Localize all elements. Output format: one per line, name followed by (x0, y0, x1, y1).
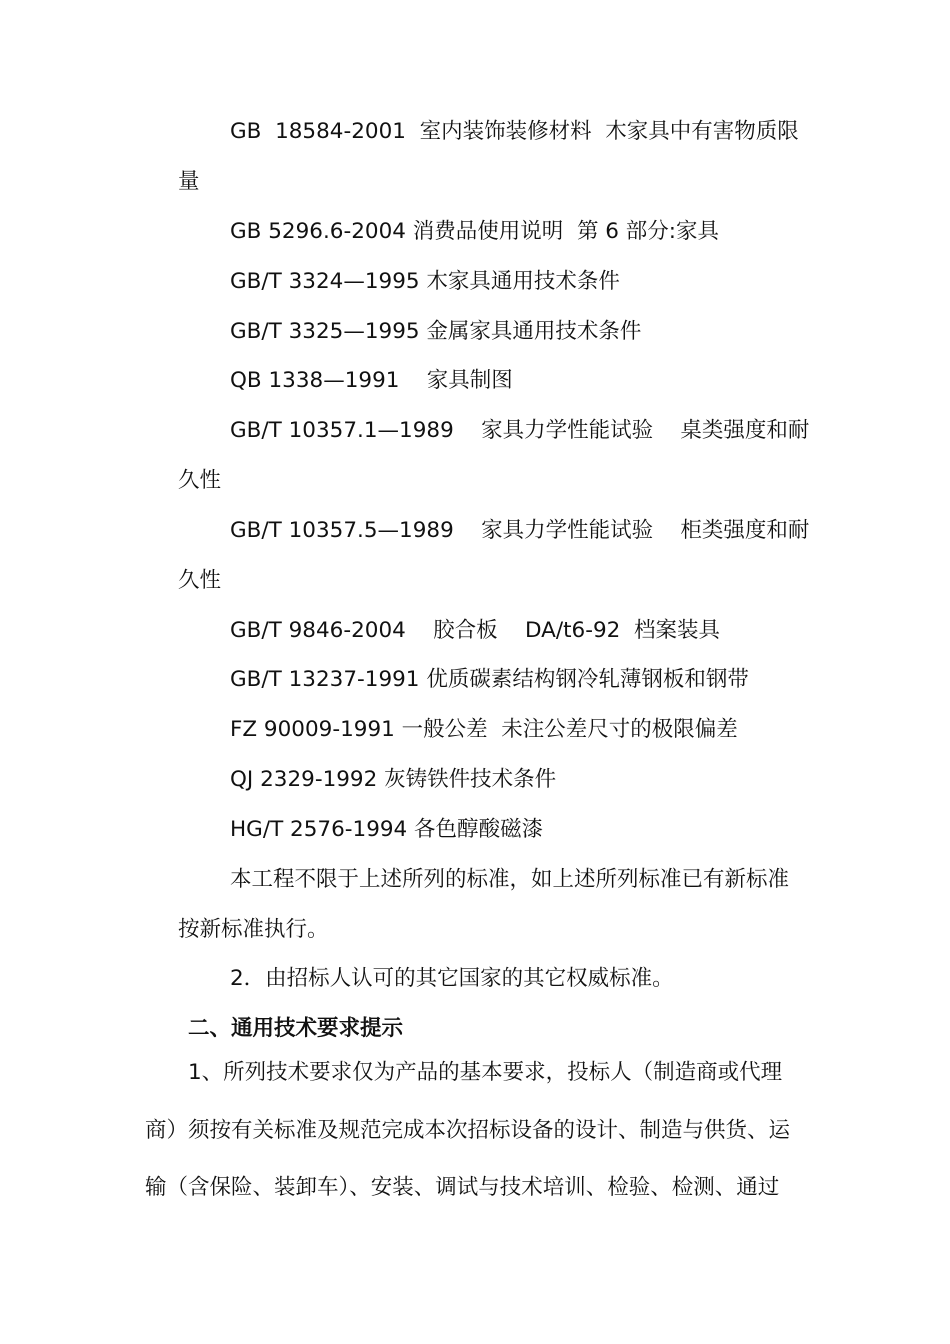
note-new-standard-line1: 本工程不限于上述所列的标准，如上述所列标准已有新标准 (230, 867, 790, 892)
note-other-standards: 2．由招标人认可的其它国家的其它权威标准。 (230, 966, 674, 991)
standard-qb1338: QB 1338—1991 家具制图 (230, 368, 513, 393)
standard-gb18584-line1: GB 18584-2001 室内装饰装修材料 木家具中有害物质限 (230, 119, 799, 144)
standard-qj2329: QJ 2329-1992 灰铸铁件技术条件 (230, 767, 557, 792)
standard-gb18584-line2: 量 (178, 169, 200, 194)
note-new-standard-line2: 按新标准执行。 (178, 917, 329, 942)
standard-gbt3324: GB/T 3324—1995 木家具通用技术条件 (230, 269, 620, 294)
section-paragraph-line3: 输（含保险、装卸车）、安装、调试与技术培训、检验、检测、通过 (145, 1175, 780, 1200)
standard-gbt10357-5-line1: GB/T 10357.5—1989 家具力学性能试验 柜类强度和耐 (230, 518, 810, 543)
section-paragraph-line1: 1、所列技术要求仅为产品的基本要求，投标人（制造商或代理 (188, 1060, 783, 1085)
standard-gb5296: GB 5296.6-2004 消费品使用说明 第 6 部分:家具 (230, 219, 720, 244)
section-heading: 二、通用技术要求提示 (188, 1016, 404, 1041)
standard-gbt10357-5-line2: 久性 (178, 568, 222, 593)
standard-gbt9846: GB/T 9846-2004 胶合板 DA/t6-92 档案装具 (230, 618, 721, 643)
standard-gbt3325: GB/T 3325—1995 金属家具通用技术条件 (230, 319, 642, 344)
standard-hgt2576: HG/T 2576-1994 各色醇酸磁漆 (230, 817, 544, 842)
standard-gbt13237: GB/T 13237-1991 优质碳素结构钢冷轧薄钢板和钢带 (230, 667, 749, 692)
standard-gbt10357-1-line1: GB/T 10357.1—1989 家具力学性能试验 桌类强度和耐 (230, 418, 810, 443)
section-paragraph-line2: 商）须按有关标准及规范完成本次招标设备的设计、制造与供货、运 (145, 1118, 791, 1143)
standard-gbt10357-1-line2: 久性 (178, 468, 222, 493)
standard-fz90009: FZ 90009-1991 一般公差 未注公差尺寸的极限偏差 (230, 717, 738, 742)
